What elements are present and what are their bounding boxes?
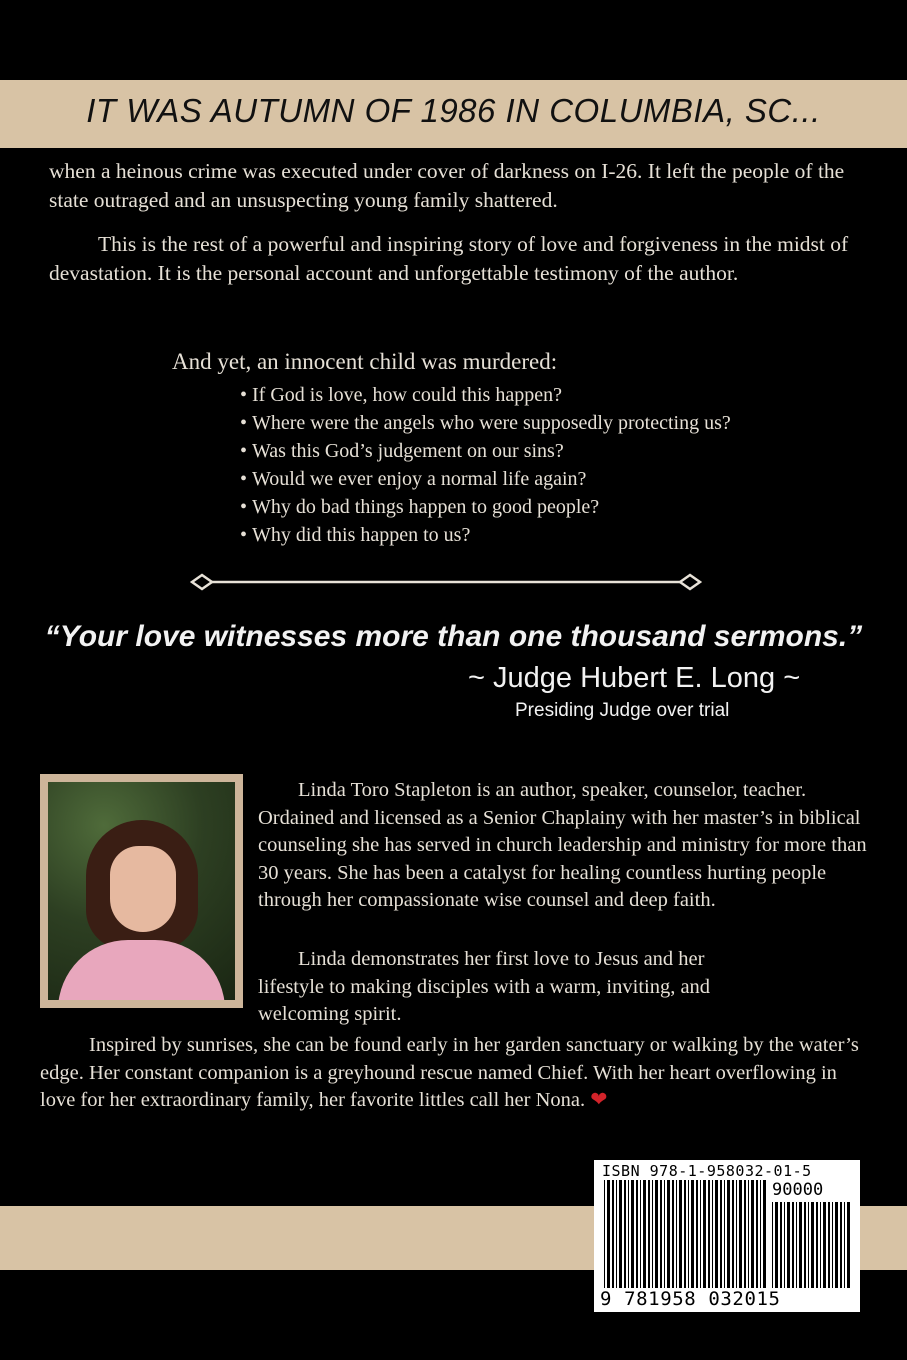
list-item: • If God is love, how could this happen? [240, 381, 731, 409]
quote-author-role: Presiding Judge over trial [515, 700, 730, 721]
isbn-barcode [594, 1160, 860, 1312]
author-bio-paragraph-1: Linda Toro Stapleton is an author, speaker, counselor, teacher. Ordained and licensed as a Senior Chaplainy with her master’s in biblical counseling she has served in church leadership and ministry for more than 30 years. She has been a catalyst for healing countless hurting people through her compassionate wise counsel and deep faith. [258, 779, 867, 911]
author-photo [48, 782, 235, 1000]
isbn-number: ISBN 978-1-958032-01-5 [602, 1162, 812, 1180]
list-item: • Why do bad things happen to good people? [240, 493, 731, 521]
list-item: • Would we ever enjoy a normal life again? [240, 465, 731, 493]
author-bio-text: Inspired by sunrises, she can be found early in her garden sanctuary or walking by the water’s edge. Her constant companion is a greyhound rescue named Chief. With her heart overflowing in love for her extraordinary family, her favorite littles call her Nona. [40, 1034, 859, 1111]
intro-paragraph-2: This is the rest of a powerful and inspiring story of love and forgiveness in the midst of devastation. It is the personal account and unforgettable testimony of the author. [49, 232, 849, 285]
list-item: • Why did this happen to us? [240, 521, 731, 549]
list-item: • Where were the angels who were supposedly protecting us? [240, 409, 731, 437]
ornamental-divider [190, 570, 702, 594]
heart-icon: ❤ [590, 1089, 608, 1111]
intro-paragraph-1: when a heinous crime was executed under cover of darkness on I-26. It left the people of the state outraged and an unsuspecting young family shattered. [49, 159, 845, 212]
quote-author: ~ Judge Hubert E. Long ~ [468, 662, 801, 694]
author-photo-frame [40, 774, 243, 1008]
price-barcode-bars [772, 1202, 850, 1288]
list-item: • Was this God’s judgement on our sins? [240, 437, 731, 465]
questions-lead: And yet, an innocent child was murdered: [172, 349, 558, 374]
author-bio-paragraph-2: Linda demonstrates her first love to Jesus and her lifestyle to making disciples with a warm, inviting, and welcoming spirit. [258, 948, 711, 1025]
headline: IT WAS AUTUMN OF 1986 IN COLUMBIA, SC... [86, 92, 821, 129]
ean-barcode-bars [604, 1180, 766, 1288]
author-bio-paragraph-3 [40, 1032, 870, 1115]
price-code: 90000 [772, 1180, 824, 1200]
question-list [240, 381, 731, 549]
testimonial-quote: “Your love witnesses more than one thousand sermons.” [44, 620, 863, 653]
ean-number: 9 781958 032015 [600, 1288, 781, 1310]
